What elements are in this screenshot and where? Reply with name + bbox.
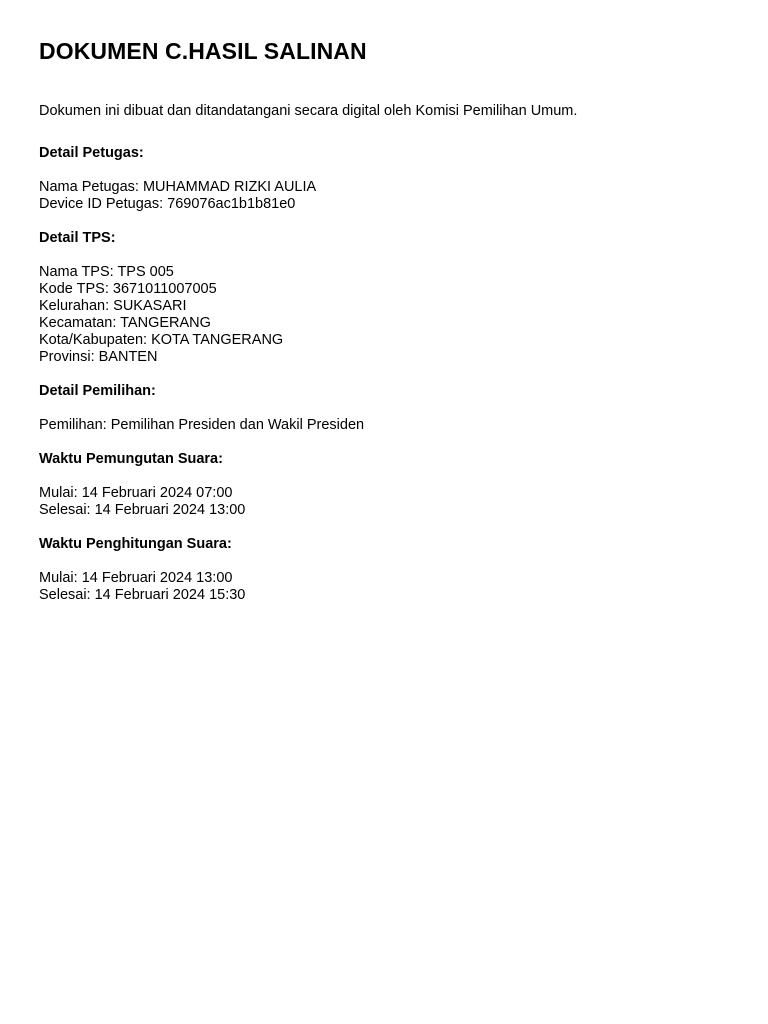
tps-kode: Kode TPS: 3671011007005 [39, 281, 217, 297]
tps-kota-kabupaten: Kota/Kabupaten: KOTA TANGERANG [39, 332, 284, 348]
document-title: DOKUMEN C.HASIL SALINAN [39, 38, 367, 64]
section-lines-petugas [39, 179, 739, 213]
section-penghitungan [39, 536, 739, 604]
tps-nama: Nama TPS: TPS 005 [39, 264, 174, 280]
tps-kecamatan: Kecamatan: TANGERANG [39, 315, 211, 331]
penghitungan-selesai: Selesai: 14 Februari 2024 15:30 [39, 587, 246, 603]
section-lines-pemungutan [39, 485, 739, 519]
tps-kelurahan: Kelurahan: SUKASARI [39, 298, 187, 314]
section-heading-petugas: Detail Petugas: [39, 145, 144, 161]
section-heading-tps: Detail TPS: [39, 230, 116, 246]
section-heading-pemungutan: Waktu Pemungutan Suara: [39, 451, 223, 467]
document-intro: Dokumen ini dibuat dan ditandatangani secara digital oleh Komisi Pemilihan Umum. [39, 103, 578, 119]
section-lines-penghitungan [39, 570, 739, 604]
section-pemilihan [39, 383, 739, 434]
document-page [39, 36, 739, 604]
section-tps [39, 230, 739, 366]
section-petugas [39, 145, 739, 213]
petugas-device-id: Device ID Petugas: 769076ac1b1b81e0 [39, 196, 296, 212]
petugas-nama: Nama Petugas: MUHAMMAD RIZKI AULIA [39, 179, 317, 195]
penghitungan-mulai: Mulai: 14 Februari 2024 13:00 [39, 570, 233, 586]
section-pemungutan [39, 451, 739, 519]
pemungutan-mulai: Mulai: 14 Februari 2024 07:00 [39, 485, 233, 501]
section-lines-tps [39, 264, 739, 366]
section-heading-penghitungan: Waktu Penghitungan Suara: [39, 536, 232, 552]
pemilihan-jenis: Pemilihan: Pemilihan Presiden dan Wakil Presiden [39, 417, 365, 433]
tps-provinsi: Provinsi: BANTEN [39, 349, 158, 365]
pemungutan-selesai: Selesai: 14 Februari 2024 13:00 [39, 502, 246, 518]
section-heading-pemilihan: Detail Pemilihan: [39, 383, 156, 399]
section-lines-pemilihan [39, 417, 739, 434]
